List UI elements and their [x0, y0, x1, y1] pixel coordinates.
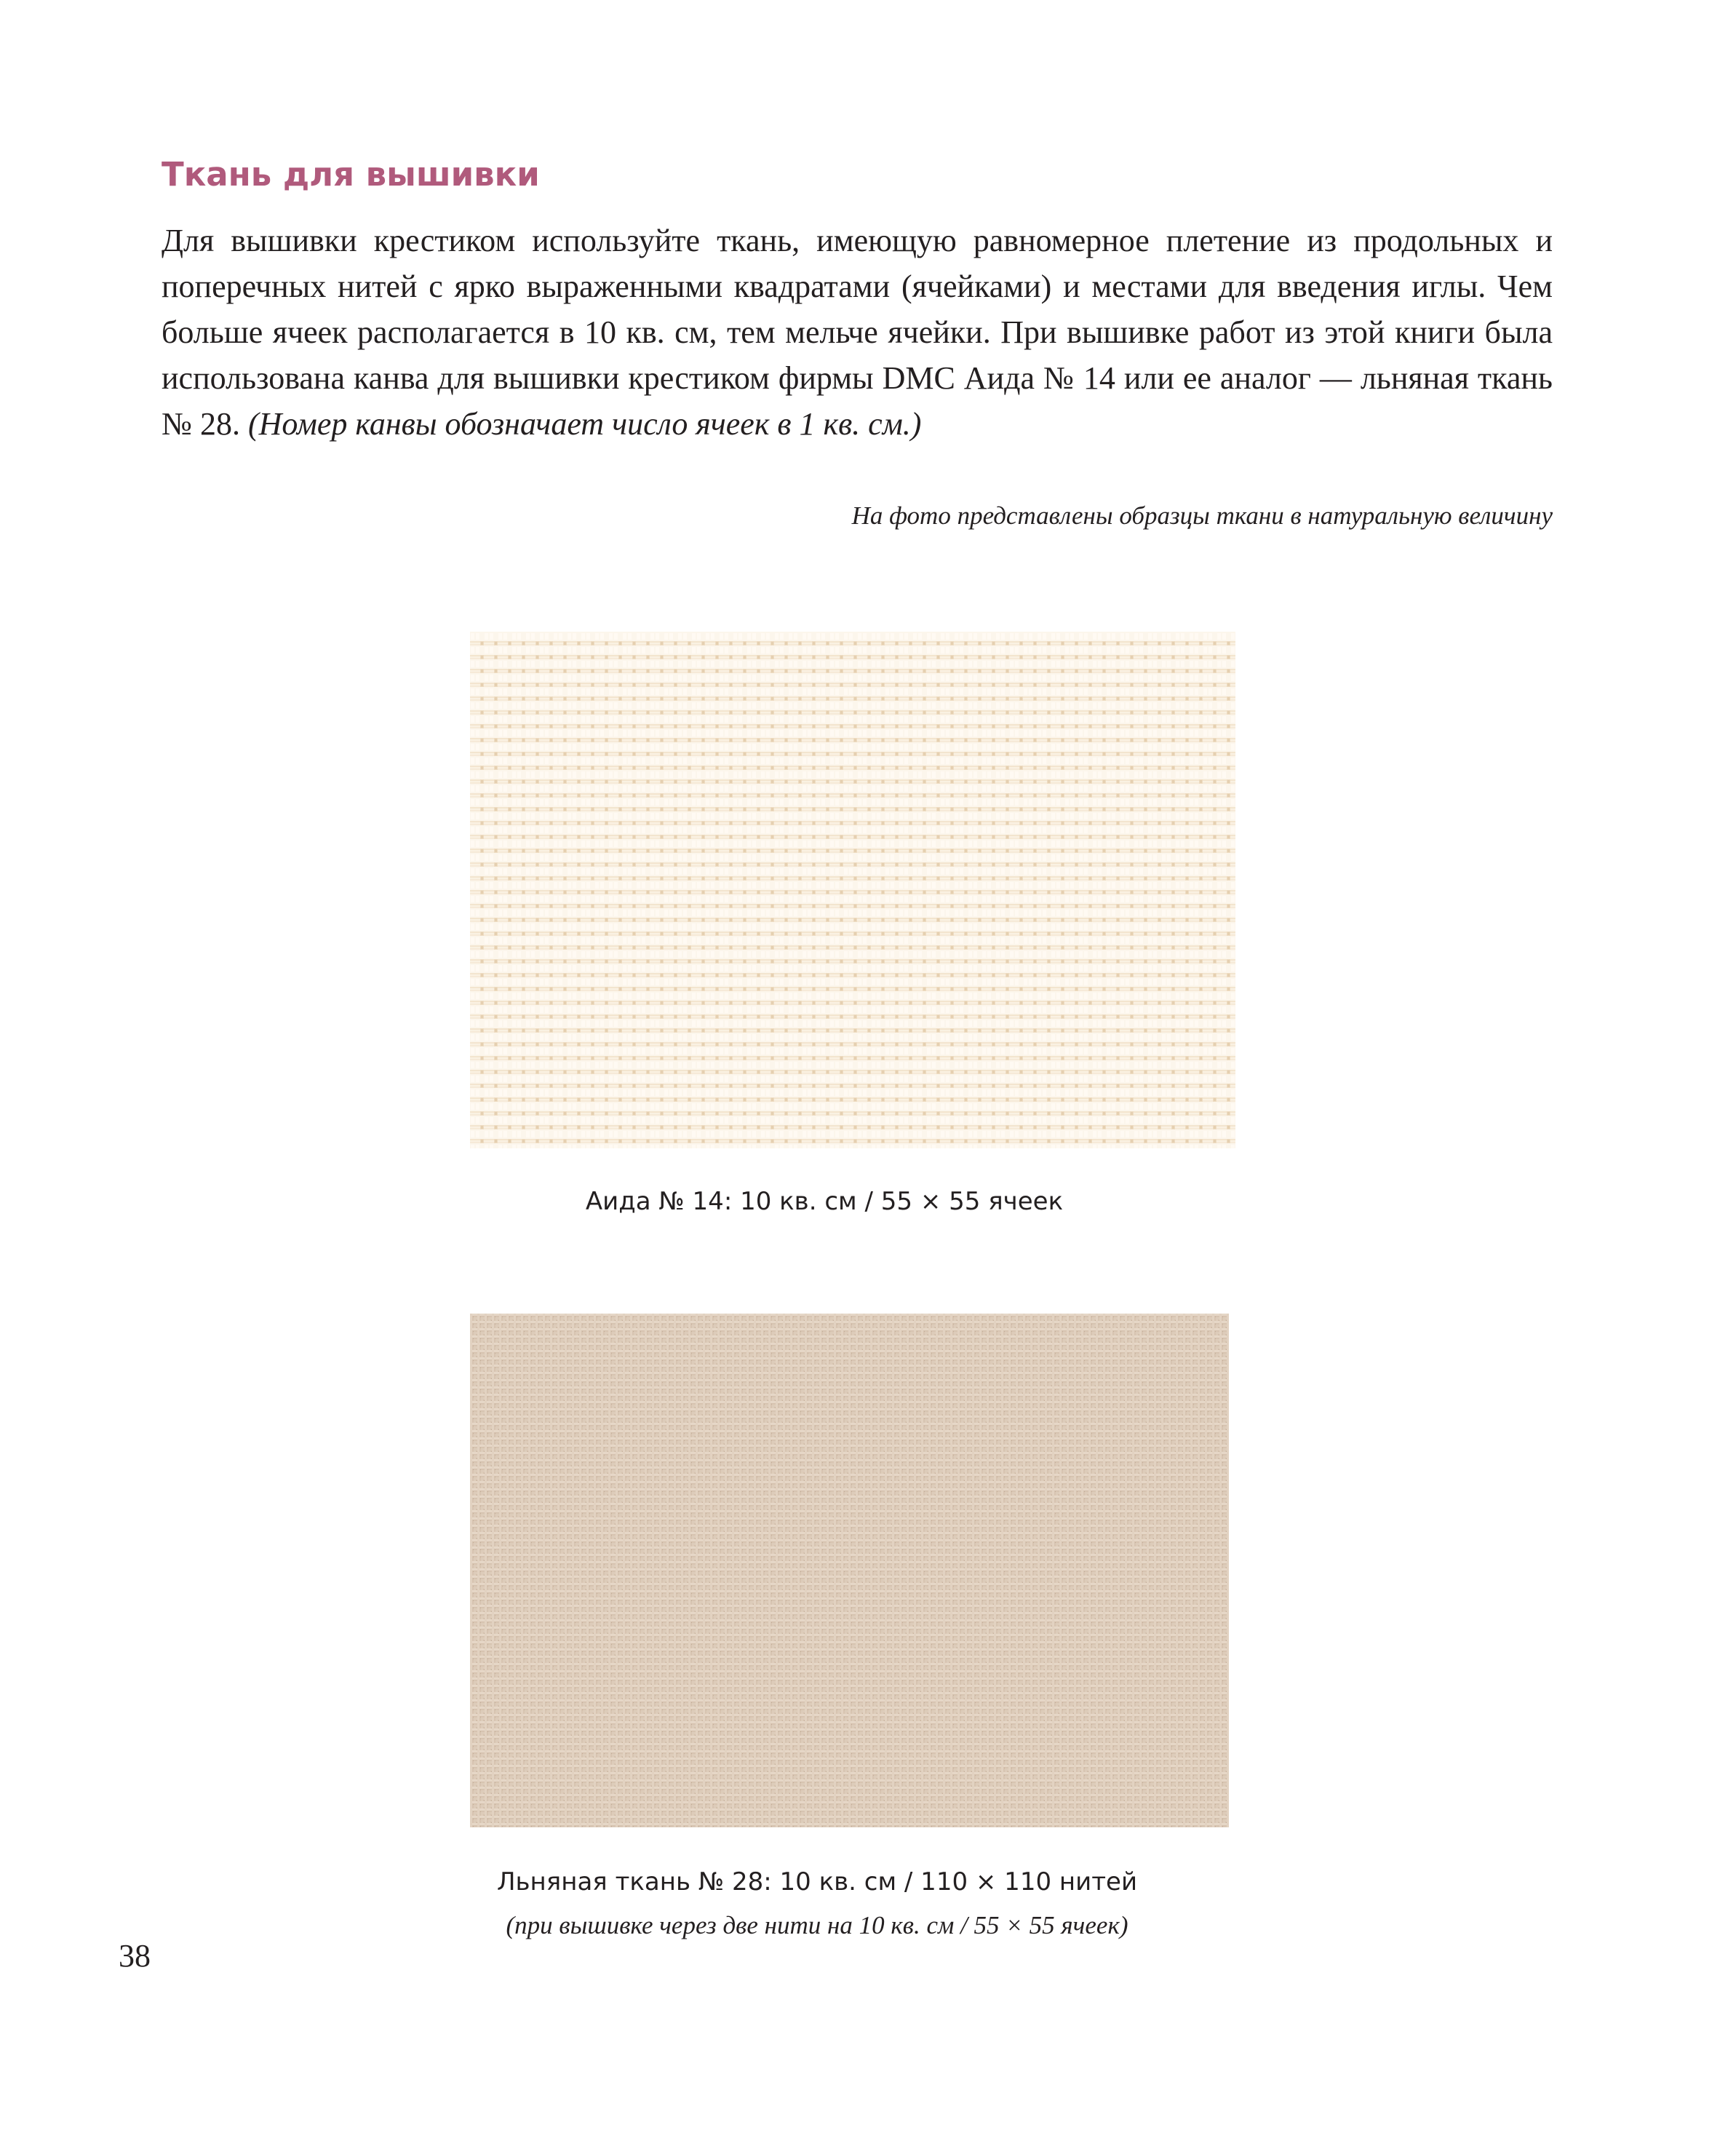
aida-caption: Аида № 14: 10 кв. см / 55 × 55 ячеек: [585, 1187, 1064, 1216]
photo-note: На фото представлены образцы ткани в натуральную величину: [851, 501, 1553, 530]
body-italic-note: (Номер канвы обозначает число ячеек в 1 кв. см.): [247, 406, 922, 442]
linen-fabric-swatch: [470, 1314, 1229, 1827]
linen-caption: Льняная ткань № 28: 10 кв. см / 110 × 110 нитей: [496, 1867, 1138, 1896]
page-number: 38: [119, 1938, 151, 1974]
body-paragraph: [162, 218, 1553, 447]
aida-fabric-swatch: [470, 632, 1235, 1148]
body-text: Для вышивки крестиком используйте ткань, имеющую равномерное плетение из продольных и поперечных нитей с ярко выраженными квадратами (ячейками) и местами для введения иглы. Чем больше ячеек располагается в 10 кв. см, тем мельче ячейки. При вышивке работ из этой книги была использована канва для вышивки крестиком фирмы DMC Аида № 14 или ее аналог — льняная ткань № 28.: [162, 223, 1553, 442]
linen-fabric-image: [470, 1314, 1229, 1827]
section-heading: Ткань для вышивки: [162, 155, 540, 194]
linen-caption-note: (при вышивке через две нити на 10 кв. см / 55 × 55 ячеек): [506, 1911, 1128, 1939]
aida-fabric-image: [470, 632, 1235, 1148]
